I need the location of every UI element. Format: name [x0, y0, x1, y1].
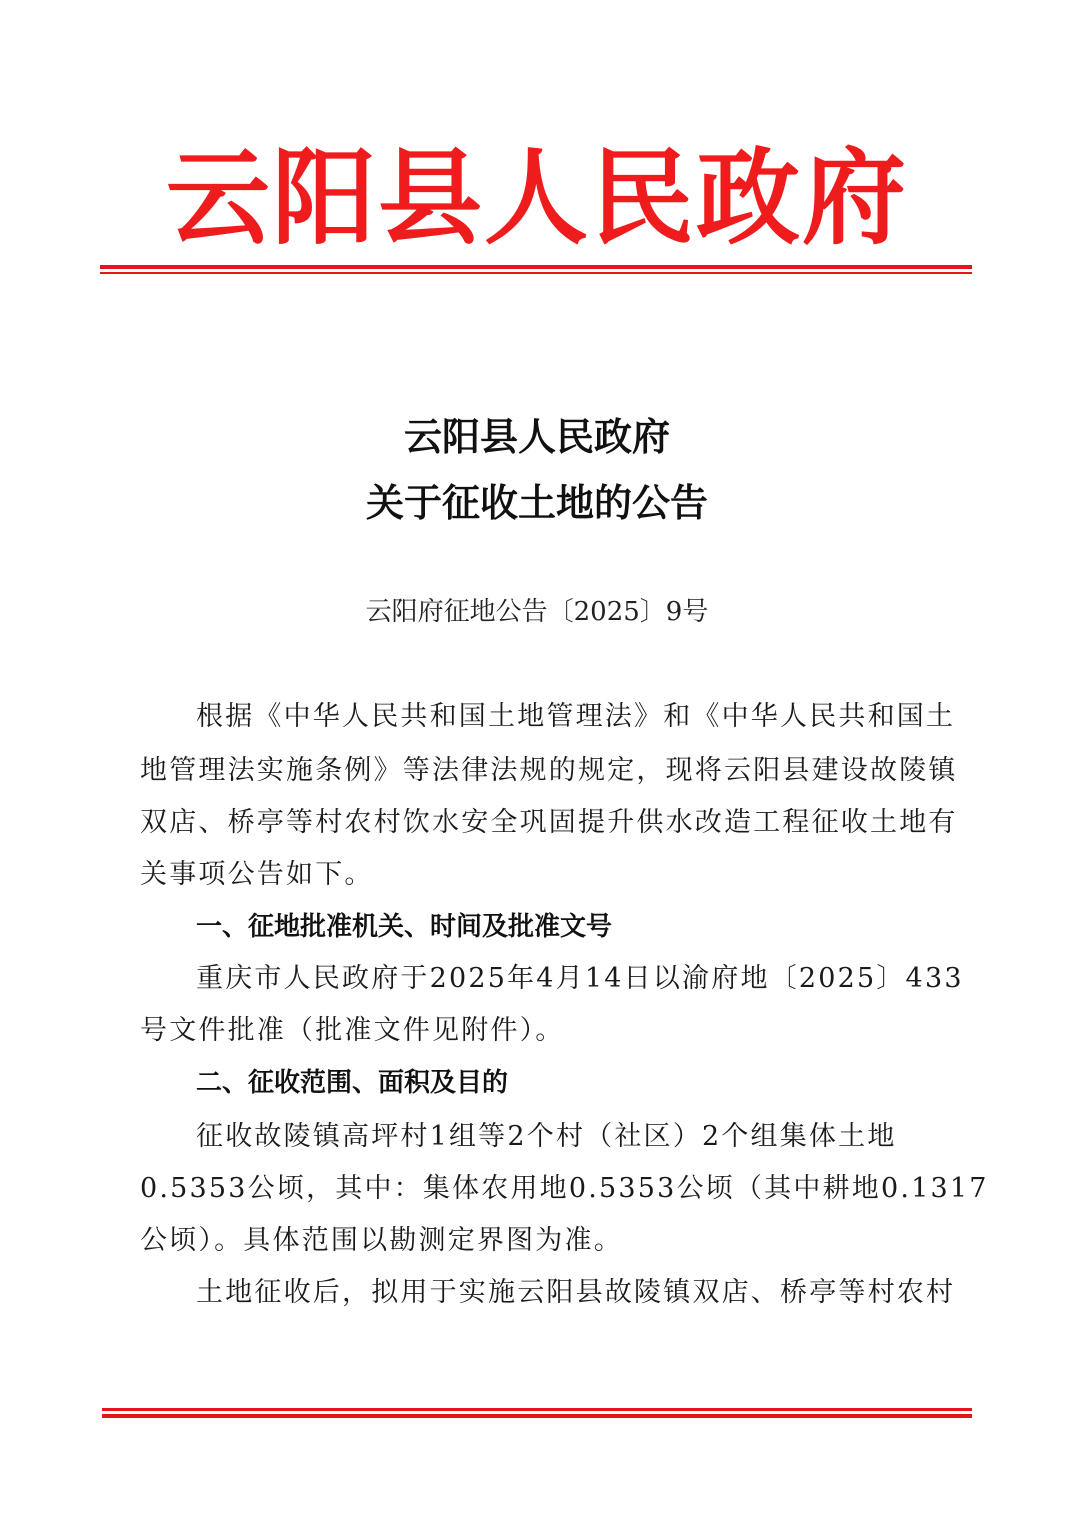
document-title-line-2: 关于征收土地的公告 [365, 480, 708, 525]
masthead-rule-thick [100, 265, 972, 269]
masthead-title: 云阳县人民政府 [165, 136, 908, 259]
document-number: 云阳府征地公告〔2025〕9号 [365, 597, 709, 627]
paragraph-line: 根据《中华人民共和国土地管理法》和《中华人民共和国土 [196, 701, 956, 732]
paragraph-line: 号文件批准（批准文件见附件）。 [140, 1015, 565, 1046]
paragraph-line: 关事项公告如下。 [140, 859, 374, 890]
paragraph-line: 重庆市人民政府于2025年4月14日以渝府地〔2025〕433 [196, 963, 964, 994]
paragraph-line: 0.5353公顷，其中：集体农用地0.5353公顷（其中耕地0.1317 [140, 1173, 989, 1204]
paragraph-line: 双店、桥亭等村农村饮水安全巩固提升供水改造工程征收土地有 [140, 807, 958, 838]
masthead-rule-thin [100, 272, 972, 274]
paragraph-line: 土地征收后，拟用于实施云阳县故陵镇双店、桥亭等村农村 [196, 1277, 956, 1308]
paragraph-line: 公顷）。具体范围以勘测定界图为准。 [140, 1225, 623, 1256]
section-heading: 一、征地批准机关、时间及批准文号 [196, 912, 613, 942]
document-title-line-1: 云阳县人民政府 [403, 414, 670, 459]
section-heading: 二、征收范围、面积及目的 [196, 1068, 509, 1098]
paragraph-line: 地管理法实施条例》等法律法规的规定，现将云阳县建设故陵镇 [140, 755, 958, 786]
footer-rule-thick [102, 1414, 972, 1418]
footer-rule-thin [102, 1408, 972, 1411]
paragraph-line: 征收故陵镇高坪村1组等2个村（社区）2个组集体土地 [196, 1121, 897, 1152]
